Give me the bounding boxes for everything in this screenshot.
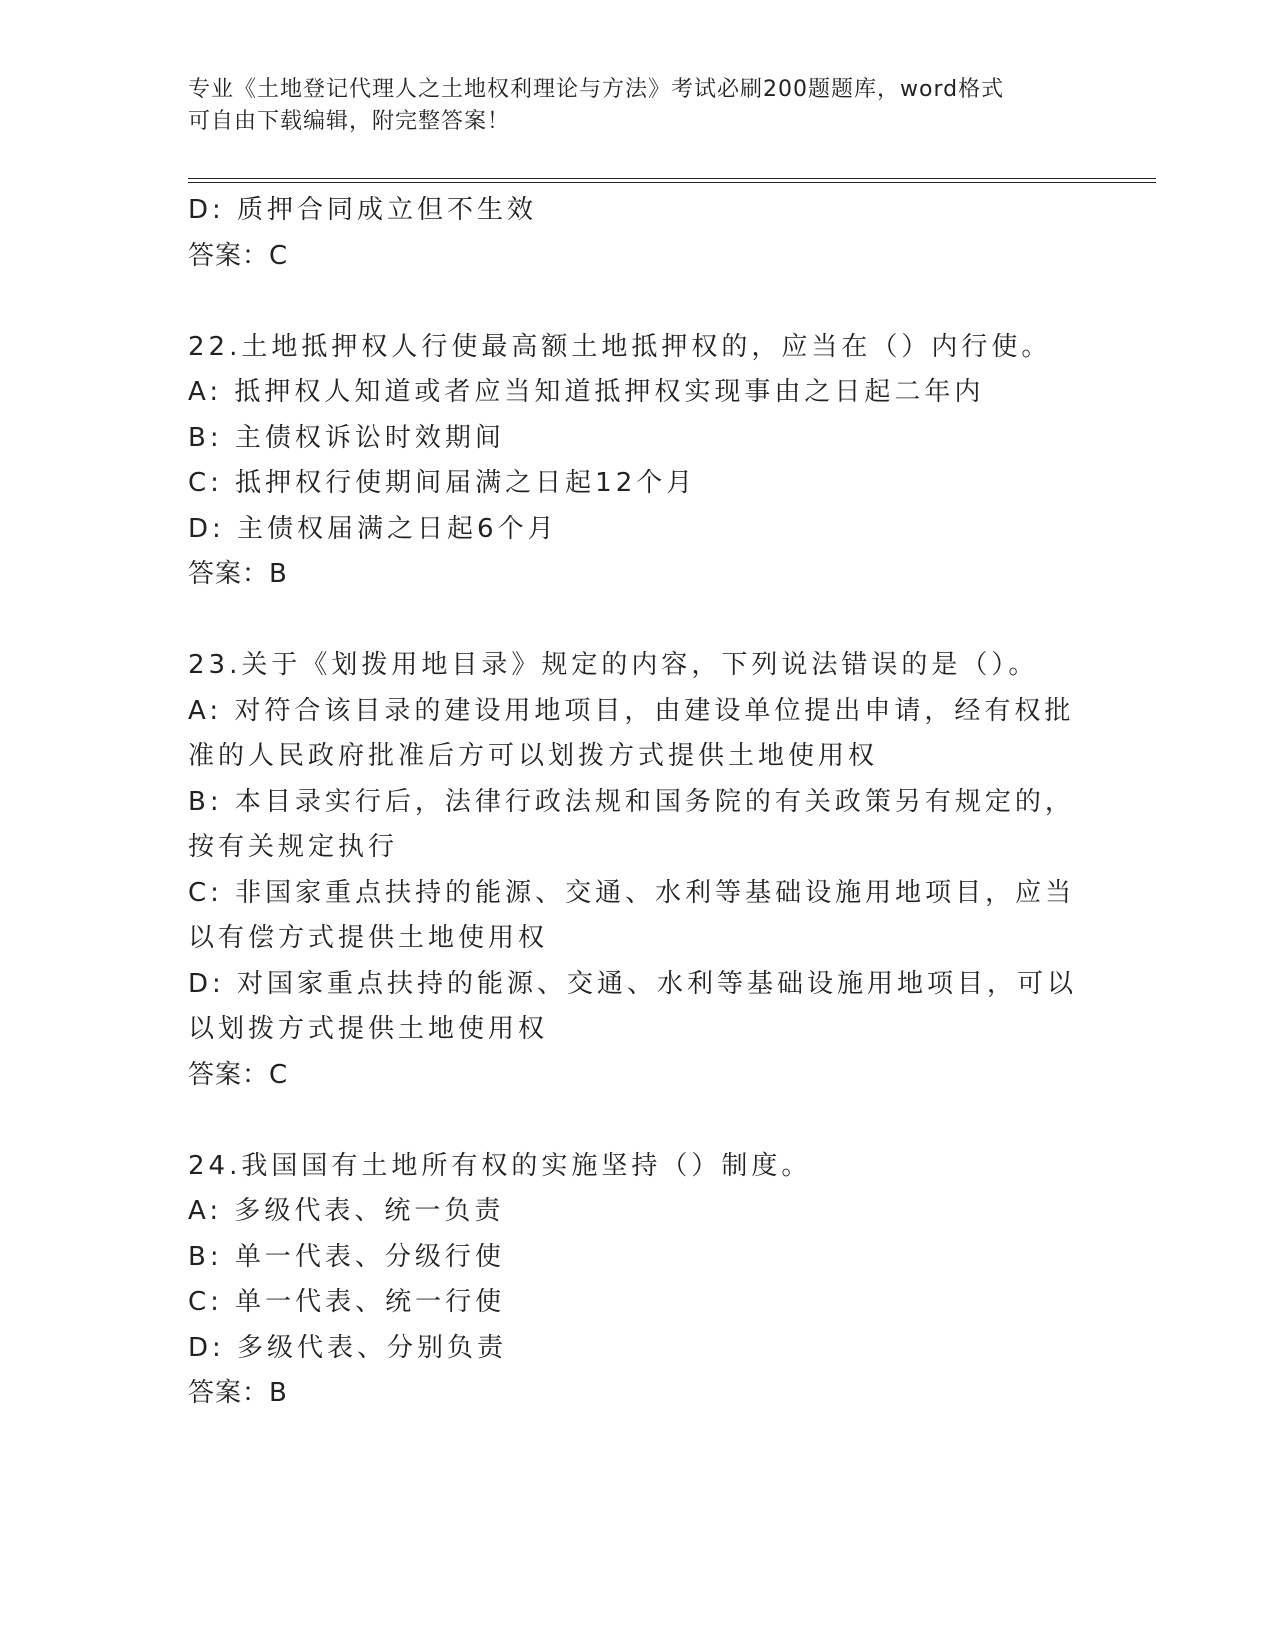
option-c: C: 抵押权行使期间届满之日起12个月 (188, 468, 697, 498)
question-23 (188, 643, 1088, 1098)
header-double-rule (188, 178, 1156, 183)
option-a: A: 对符合该目录的建设用地项目，由建设单位提出申请，经有权批准的人民政府批准后方可以划拨方式提供土地使用权 (188, 695, 1075, 771)
question-22 (188, 325, 1088, 598)
option-c: C: 非国家重点扶持的能源、交通、水利等基础设施用地项目，应当以有偿方式提供土地使用权 (188, 877, 1076, 953)
question-stem: 23.关于《划拨用地目录》规定的内容，下列说法错误的是（）。 (188, 650, 1039, 680)
carryover-answer: 答案：C (188, 240, 289, 271)
option-b: B: 本目录实行后，法律行政法规和国务院的有关政策另有规定的，按有关规定执行 (188, 786, 1075, 862)
question-stem: 24.我国国有土地所有权的实施坚持（）制度。 (188, 1150, 812, 1181)
page-header (188, 74, 1088, 138)
option-d: D: 主债权届满之日起6个月 (188, 513, 558, 544)
option-d: D: 多级代表、分别负责 (188, 1332, 508, 1363)
question-answer: 答案：B (188, 559, 288, 589)
option-d: D: 对国家重点扶持的能源、交通、水利等基础设施用地项目，可以以划拨方式提供土地使用权 (188, 968, 1078, 1044)
header-title-line1: 专业《土地登记代理人之土地权利理论与方法》考试必刷200题题库，word格式 (188, 77, 1005, 102)
header-title-line2: 可自由下载编辑，附完整答案！ (188, 109, 511, 134)
question-stem: 22.土地抵押权人行使最高额土地抵押权的，应当在（）内行使。 (188, 331, 1052, 362)
question-answer: 答案：C (188, 1059, 289, 1090)
carryover-option-d: D: 质押合同成立但不生效 (188, 195, 538, 225)
spacer (188, 279, 1088, 325)
question-answer: 答案：B (188, 1378, 288, 1408)
option-a: A: 抵押权人知道或者应当知道抵押权实现事由之日起二年内 (188, 377, 985, 407)
option-c: C: 单一代表、统一行使 (188, 1287, 506, 1317)
spacer (188, 1098, 1088, 1144)
option-a: A: 多级代表、统一负责 (188, 1196, 505, 1226)
option-b: B: 单一代表、分级行使 (188, 1241, 505, 1272)
question-24 (188, 1144, 1088, 1417)
option-b: B: 主债权诉讼时效期间 (188, 422, 505, 453)
spacer (188, 598, 1088, 644)
question-content (188, 188, 1088, 1417)
